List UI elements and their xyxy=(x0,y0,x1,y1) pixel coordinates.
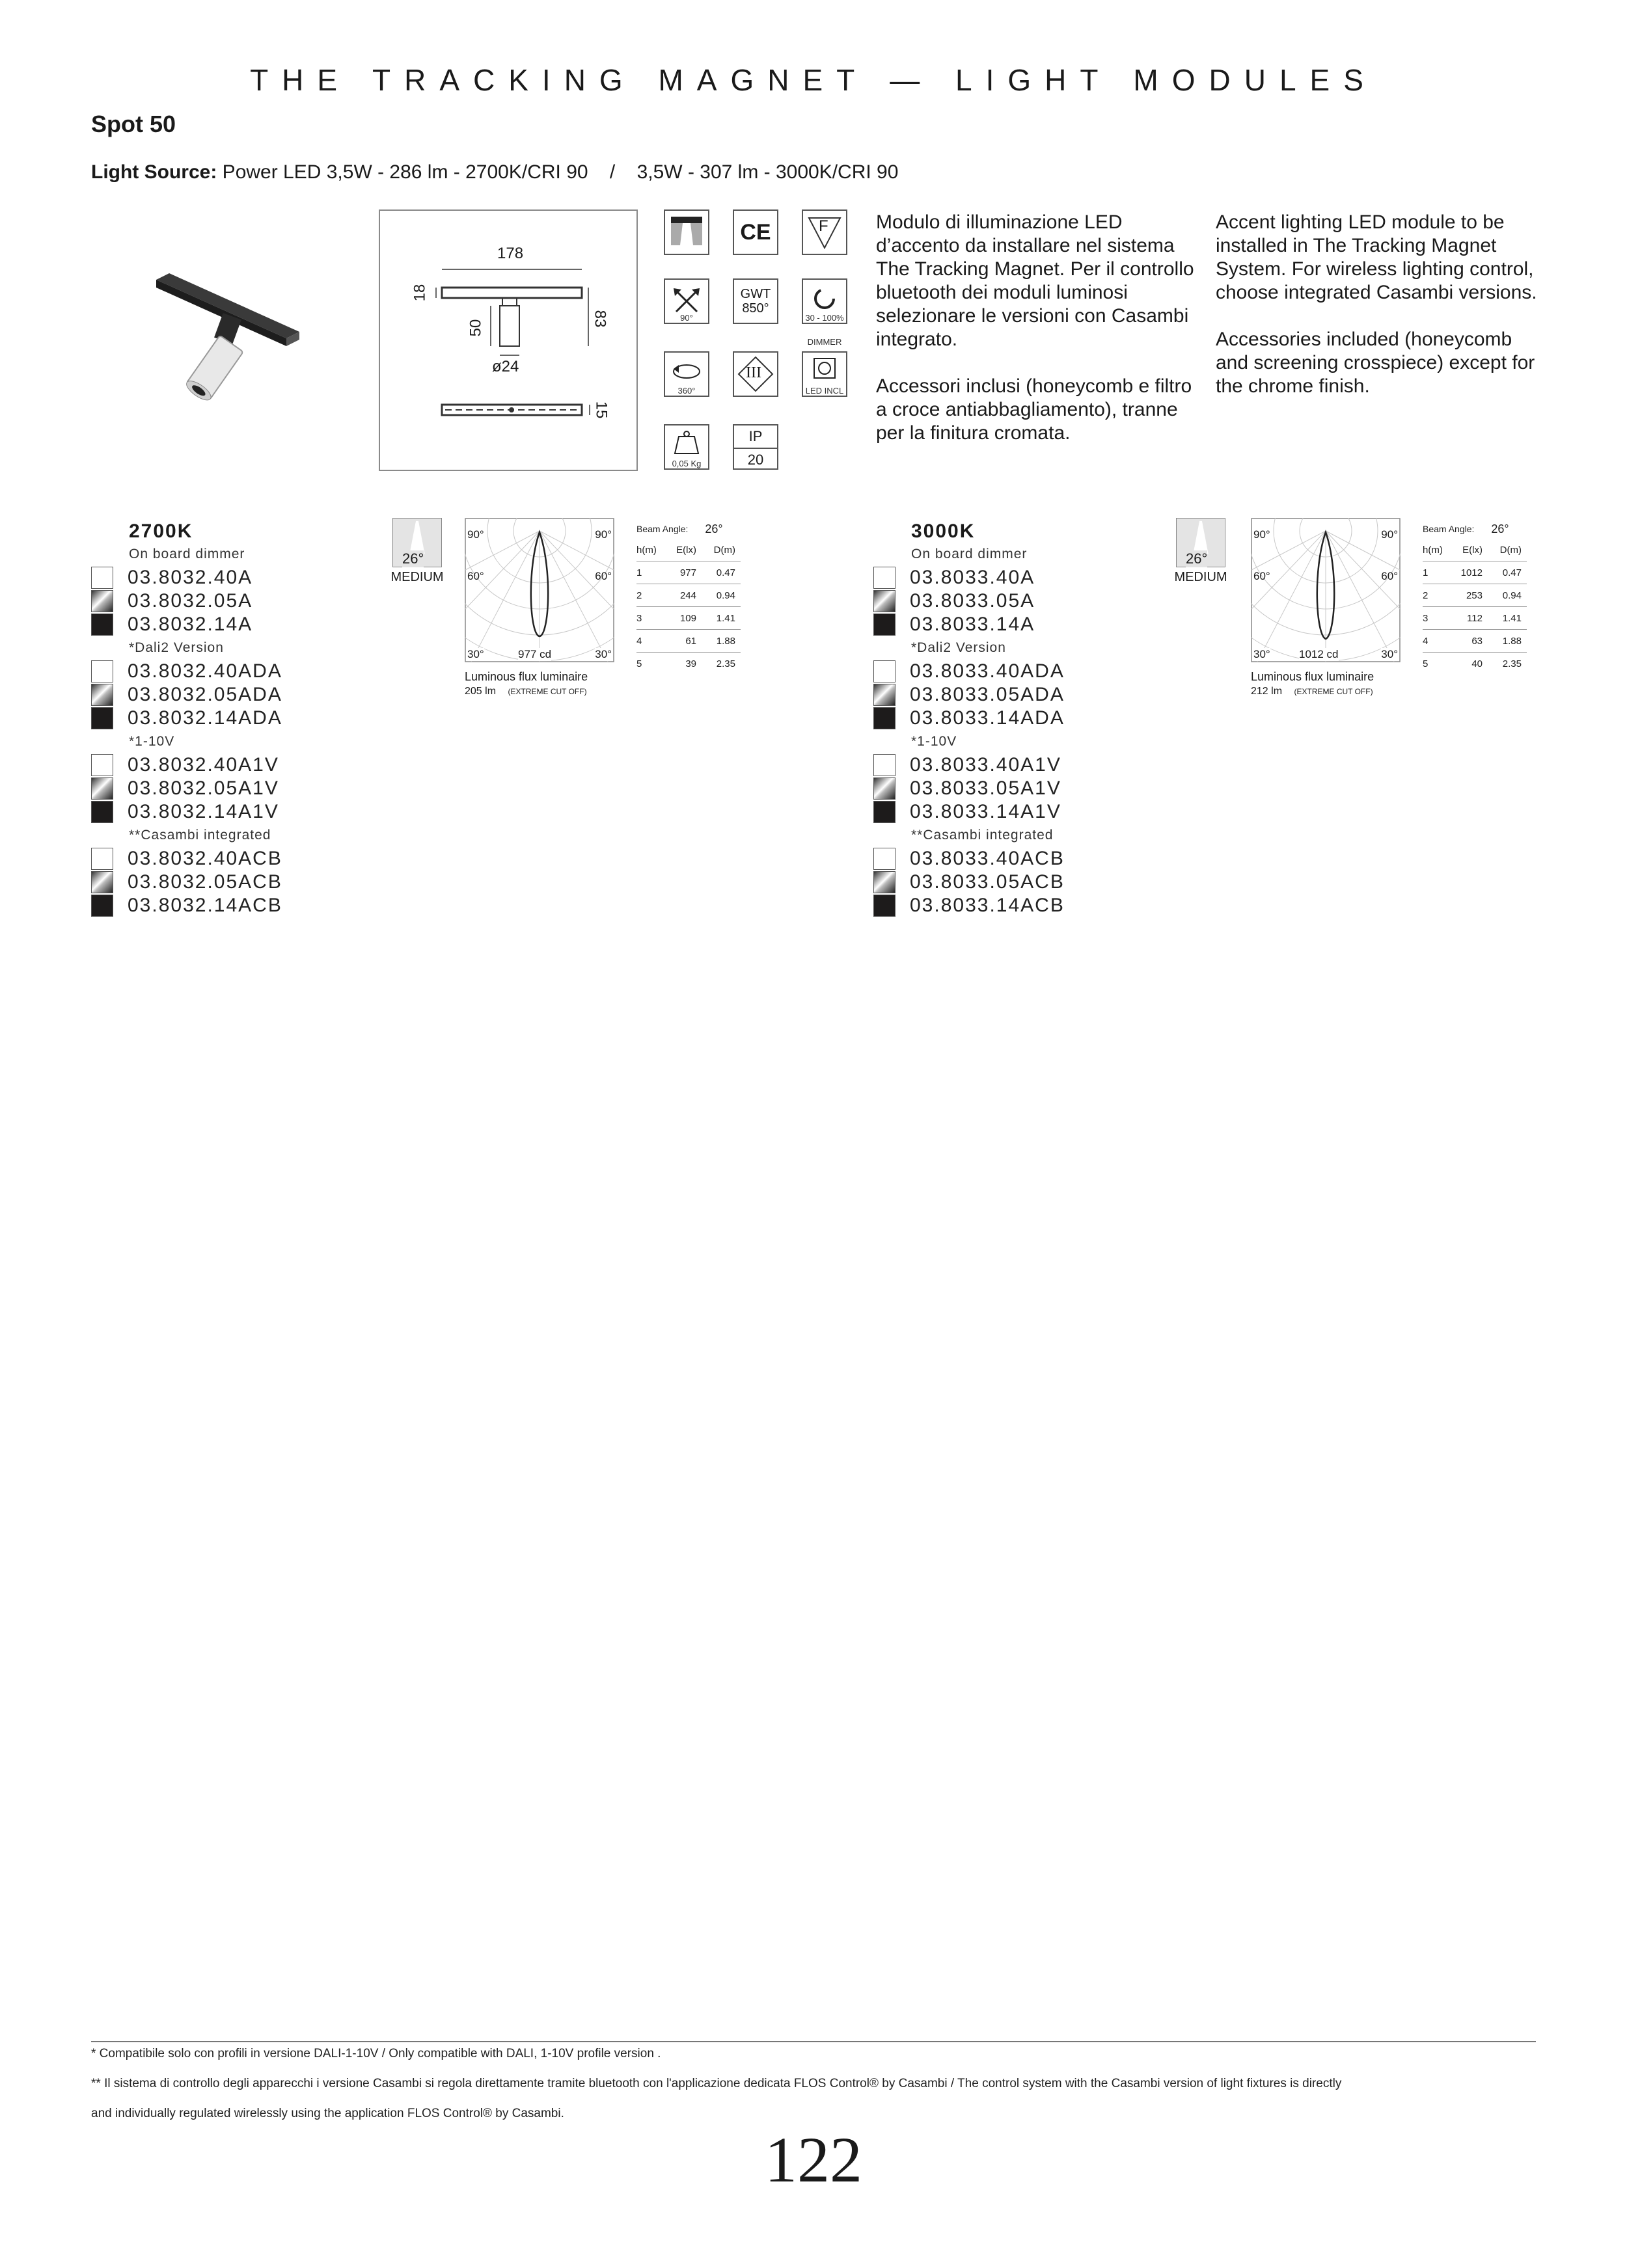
cell-illuminance: 63 xyxy=(1471,635,1483,647)
cell-height: 2 xyxy=(1423,589,1429,601)
variant-note: *1-10V xyxy=(911,734,957,749)
code-row xyxy=(91,871,282,894)
code-row xyxy=(91,777,282,800)
product-code: 03.8032.40ADA xyxy=(128,660,282,682)
polar-label-60-right: 60° xyxy=(595,570,612,582)
page-title: THE TRACKING MAGNET — LIGHT MODULES xyxy=(250,63,1377,97)
cell-height: 1 xyxy=(1423,567,1429,578)
product-code: 03.8033.14A xyxy=(910,614,1035,635)
product-name: Spot 50 xyxy=(91,111,176,137)
beam-angle-badge: 26° xyxy=(1186,550,1208,567)
polar-peak: 977 cd xyxy=(518,648,552,660)
finish-chrome-swatch xyxy=(873,777,896,800)
table-row xyxy=(1423,584,1527,607)
product-code: 03.8032.05A xyxy=(128,590,253,612)
product-code: 03.8033.40A1V xyxy=(910,754,1061,776)
cell-illuminance: 244 xyxy=(679,589,696,601)
header-diameter: D(m) xyxy=(1499,544,1522,556)
code-row xyxy=(91,800,282,824)
code-row xyxy=(873,707,1065,730)
header-height: h(m) xyxy=(636,544,657,556)
variant-note: *Dali2 Version xyxy=(911,640,1006,655)
code-row xyxy=(91,566,282,589)
code-row xyxy=(873,613,1065,636)
gwt-icon: GWT 850° xyxy=(733,278,778,324)
cell-illuminance: 253 xyxy=(1466,589,1483,601)
finish-white-swatch xyxy=(91,754,113,776)
code-row xyxy=(873,871,1065,894)
page-number: 122 xyxy=(765,2124,862,2196)
weight-caption: 0,05 Kg xyxy=(672,459,702,468)
dimension-drawing xyxy=(379,209,638,471)
code-row xyxy=(91,847,282,871)
polar-label-90-left: 90° xyxy=(1253,528,1270,541)
product-code: 03.8032.14ACB xyxy=(128,895,282,916)
cell-diameter: 0.94 xyxy=(1502,589,1522,601)
table-row xyxy=(636,630,741,653)
cell-illuminance: 977 xyxy=(679,567,696,578)
footnote-divider xyxy=(91,2041,1536,2042)
variant-note: *Dali2 Version xyxy=(129,640,224,655)
cell-diameter: 0.47 xyxy=(716,567,735,578)
cell-height: 4 xyxy=(636,635,642,647)
ip-label: IP xyxy=(734,425,777,449)
product-code: 03.8033.40A xyxy=(910,567,1035,588)
polar-label-90-left: 90° xyxy=(467,528,484,541)
flux-label-3000k: Luminous flux luminaire xyxy=(1251,670,1374,683)
cell-diameter: 1.41 xyxy=(1502,612,1522,624)
product-code: 03.8032.05ADA xyxy=(128,684,282,705)
code-row xyxy=(91,753,282,777)
beam-table-header xyxy=(636,539,741,561)
header-diameter: D(m) xyxy=(713,544,735,556)
header-illuminance: E(lx) xyxy=(676,544,696,556)
rotation-icon xyxy=(664,351,709,397)
description-italian-p2: Accessori inclusi (honeycomb e filtro a croce antiabbagliamento), tranne per la finitura cromata. xyxy=(876,375,1192,444)
table-row xyxy=(636,584,741,607)
light-source xyxy=(91,161,898,183)
variant-note: On board dimmer xyxy=(911,547,1028,561)
product-code: 03.8033.14ACB xyxy=(910,895,1065,916)
polar-peak: 1012 cd xyxy=(1299,648,1339,660)
beam-table-3000k xyxy=(1423,519,1527,675)
dimmer-caption2: DIMMER xyxy=(807,337,842,347)
dim-total-height: 83 xyxy=(591,310,609,328)
variant-note: **Casambi integrated xyxy=(129,828,271,843)
finish-black-swatch xyxy=(873,895,896,917)
finish-chrome-swatch xyxy=(91,590,113,612)
finish-chrome-swatch xyxy=(873,684,896,706)
light-source-value: Power LED 3,5W - 286 lm - 2700K/CRI 90 / 3,5W - 307 lm - 3000K/CRI 90 xyxy=(217,161,899,183)
cell-height: 4 xyxy=(1423,635,1429,647)
description-english-p2: Accessories included (honeycomb and screening crosspiece) except for the chrome finish. xyxy=(1216,329,1535,397)
code-row xyxy=(873,660,1065,683)
finish-black-swatch xyxy=(91,801,113,823)
product-code: 03.8033.05ACB xyxy=(910,871,1065,893)
footnote-1: * Compatibile solo con profili in versione DALI-1-10V / Only compatible with DALI, 1-10V profile version . xyxy=(91,2047,661,2060)
code-row xyxy=(873,800,1065,824)
code-row xyxy=(873,683,1065,707)
code-row xyxy=(91,589,282,613)
feature-icons xyxy=(664,209,859,476)
footnotes xyxy=(91,2043,1542,2125)
beam-table-angle: 26° xyxy=(705,522,723,535)
table-row xyxy=(1423,630,1527,653)
class-iii-icon xyxy=(733,351,778,397)
flux-value: 212 lm xyxy=(1251,686,1283,697)
product-code: 03.8033.05ADA xyxy=(910,684,1065,705)
table-row xyxy=(636,607,741,630)
beam-table-2700k xyxy=(636,519,741,675)
table-row xyxy=(636,653,741,675)
finish-black-swatch xyxy=(91,895,113,917)
finish-white-swatch xyxy=(873,660,896,682)
finish-chrome-swatch xyxy=(91,871,113,893)
polar-label-60-right: 60° xyxy=(1381,570,1398,582)
code-row xyxy=(873,894,1065,917)
variant-title-3000k: 3000K xyxy=(911,520,976,542)
description-english-p1: Accent lighting LED module to be installed in The Tracking Magnet System. For wireless lighting control, choose integrated Casambi versions. xyxy=(1216,211,1537,303)
polar-label-90-right: 90° xyxy=(1381,528,1398,541)
code-row xyxy=(873,566,1065,589)
description-italian-p1: Modulo di illuminazione LED d’accento da installare nel sistema The Tracking Magnet. Per il controllo bluetooth dei moduli luminosi selezionare le versioni con Casambi integrato. xyxy=(876,211,1194,350)
footnote-2: ** Il sistema di controllo degli apparecchi i versione Casambi si regola direttamente tramite bluetooth con l'applicazione dedicata FLOS Control® by Casambi / The control system with the Casambi version of light fixtures is directly xyxy=(91,2077,1342,2090)
cell-illuminance: 61 xyxy=(685,635,696,647)
polar-label-30-right: 30° xyxy=(595,648,612,660)
flux-value-2700k xyxy=(465,686,587,697)
beam-badge-2700k xyxy=(388,518,446,585)
f-mark-icon xyxy=(802,209,847,255)
code-row xyxy=(91,707,282,730)
product-code: 03.8032.40ACB xyxy=(128,848,282,869)
ce-mark-icon: CE xyxy=(733,209,778,255)
cell-diameter: 1.88 xyxy=(1502,635,1522,647)
product-code: 03.8032.14ADA xyxy=(128,707,282,729)
beam-badge-3000k xyxy=(1171,518,1230,585)
code-row xyxy=(873,589,1065,613)
dim-body-height: 50 xyxy=(467,319,485,337)
dim-profile-height: 15 xyxy=(592,401,610,419)
beam-class: MEDIUM xyxy=(390,570,444,584)
code-row xyxy=(873,847,1065,871)
product-code: 03.8032.05A1V xyxy=(128,777,279,799)
description-italian xyxy=(876,211,1201,468)
header-illuminance: E(lx) xyxy=(1462,544,1483,556)
code-row xyxy=(91,613,282,636)
f-mark-label: F xyxy=(819,217,828,235)
rotation-caption: 360° xyxy=(677,386,696,396)
cell-diameter: 1.88 xyxy=(716,635,735,647)
cell-height: 3 xyxy=(636,612,642,624)
product-code: 03.8033.40ADA xyxy=(910,660,1065,682)
table-row xyxy=(1423,607,1527,630)
code-list-3000k xyxy=(873,543,1065,917)
product-code: 03.8032.14A1V xyxy=(128,801,279,822)
tilt-caption: 90° xyxy=(680,313,693,323)
dimmer-caption: 30 - 100% xyxy=(805,313,844,323)
cell-diameter: 0.47 xyxy=(1502,567,1522,578)
finish-black-swatch xyxy=(91,614,113,636)
class-iii-label: III xyxy=(746,364,761,381)
finish-black-swatch xyxy=(873,614,896,636)
variant-note: On board dimmer xyxy=(129,547,245,561)
product-code: 03.8032.40A1V xyxy=(128,754,279,776)
code-row xyxy=(91,660,282,683)
product-code: 03.8033.05A1V xyxy=(910,777,1061,799)
polar-label-60-left: 60° xyxy=(1253,570,1270,582)
flux-value-3000k xyxy=(1251,686,1373,697)
finish-white-swatch xyxy=(91,567,113,589)
cell-illuminance: 39 xyxy=(685,658,696,669)
table-row xyxy=(1423,561,1527,584)
spot-beam-icon xyxy=(664,209,709,255)
finish-white-swatch xyxy=(873,848,896,870)
ip-rating-icon xyxy=(733,424,778,470)
finish-black-swatch xyxy=(873,801,896,823)
code-row xyxy=(873,753,1065,777)
finish-black-swatch xyxy=(91,707,113,729)
cell-height: 1 xyxy=(636,567,642,578)
cell-diameter: 2.35 xyxy=(716,658,735,669)
variant-title-2700k: 2700K xyxy=(129,520,193,542)
polar-label-30-right: 30° xyxy=(1381,648,1398,660)
beam-angle-badge: 26° xyxy=(402,550,424,567)
product-code: 03.8033.14A1V xyxy=(910,801,1061,822)
ip-value: 20 xyxy=(747,452,764,468)
dim-width: 178 xyxy=(497,245,524,262)
polar-label-90-right: 90° xyxy=(595,528,612,541)
finish-white-swatch xyxy=(91,660,113,682)
finish-white-swatch xyxy=(91,848,113,870)
cell-illuminance: 109 xyxy=(679,612,696,624)
table-row xyxy=(1423,653,1527,675)
dim-track-height: 18 xyxy=(411,284,429,302)
cell-diameter: 0.94 xyxy=(716,589,735,601)
product-code: 03.8033.14ADA xyxy=(910,707,1065,729)
beam-class: MEDIUM xyxy=(1174,570,1227,584)
finish-white-swatch xyxy=(873,754,896,776)
polar-label-30-left: 30° xyxy=(467,648,484,660)
code-row xyxy=(91,683,282,707)
cell-height: 2 xyxy=(636,589,642,601)
cell-diameter: 2.35 xyxy=(1502,658,1522,669)
table-row xyxy=(636,561,741,584)
polar-label-30-left: 30° xyxy=(1253,648,1270,660)
flux-value: 205 lm xyxy=(465,686,497,697)
cell-illuminance: 40 xyxy=(1471,658,1483,669)
beam-table-angle: 26° xyxy=(1491,522,1509,535)
light-source-label: Light Source: xyxy=(91,161,217,183)
cell-height: 5 xyxy=(1423,658,1429,669)
cell-height: 3 xyxy=(1423,612,1429,624)
polar-diagram-2700k xyxy=(465,518,614,668)
dim-diameter: ø24 xyxy=(492,358,519,375)
tilt-icon xyxy=(664,278,709,324)
beam-table-header xyxy=(1423,539,1527,561)
finish-chrome-swatch xyxy=(91,777,113,800)
cutoff-label: (EXTREME CUT OFF) xyxy=(508,687,587,696)
cell-height: 5 xyxy=(636,658,642,669)
finish-chrome-swatch xyxy=(873,590,896,612)
polar-diagram-3000k xyxy=(1251,518,1401,668)
product-photo xyxy=(150,254,306,403)
cell-illuminance: 112 xyxy=(1467,612,1483,624)
led-incl-icon xyxy=(802,351,847,397)
code-list-2700k xyxy=(91,543,282,917)
finish-chrome-swatch xyxy=(91,684,113,706)
product-code: 03.8032.14A xyxy=(128,614,253,635)
variant-note: *1-10V xyxy=(129,734,175,749)
cell-diameter: 1.41 xyxy=(716,612,735,624)
weight-icon xyxy=(664,424,709,470)
polar-label-60-left: 60° xyxy=(467,570,484,582)
dimmer-icon xyxy=(802,278,847,324)
variant-note: **Casambi integrated xyxy=(911,828,1054,843)
product-code: 03.8033.05A xyxy=(910,590,1035,612)
flux-label-2700k: Luminous flux luminaire xyxy=(465,670,588,683)
product-code: 03.8033.40ACB xyxy=(910,848,1065,869)
beam-table-label: Beam Angle: xyxy=(1423,524,1475,534)
product-code: 03.8032.05ACB xyxy=(128,871,282,893)
finish-black-swatch xyxy=(873,707,896,729)
code-row xyxy=(873,777,1065,800)
finish-white-swatch xyxy=(873,567,896,589)
description-english xyxy=(1216,211,1541,422)
cutoff-label: (EXTREME CUT OFF) xyxy=(1294,687,1373,696)
beam-table-label: Beam Angle: xyxy=(636,524,689,534)
product-code: 03.8032.40A xyxy=(128,567,253,588)
header-height: h(m) xyxy=(1423,544,1443,556)
led-incl-caption: LED INCL xyxy=(805,386,844,396)
finish-chrome-swatch xyxy=(873,871,896,893)
code-row xyxy=(91,894,282,917)
cell-illuminance: 1012 xyxy=(1460,567,1483,578)
footnote-3: and individually regulated wirelessly using the application FLOS Control® by Casambi. xyxy=(91,2107,564,2120)
